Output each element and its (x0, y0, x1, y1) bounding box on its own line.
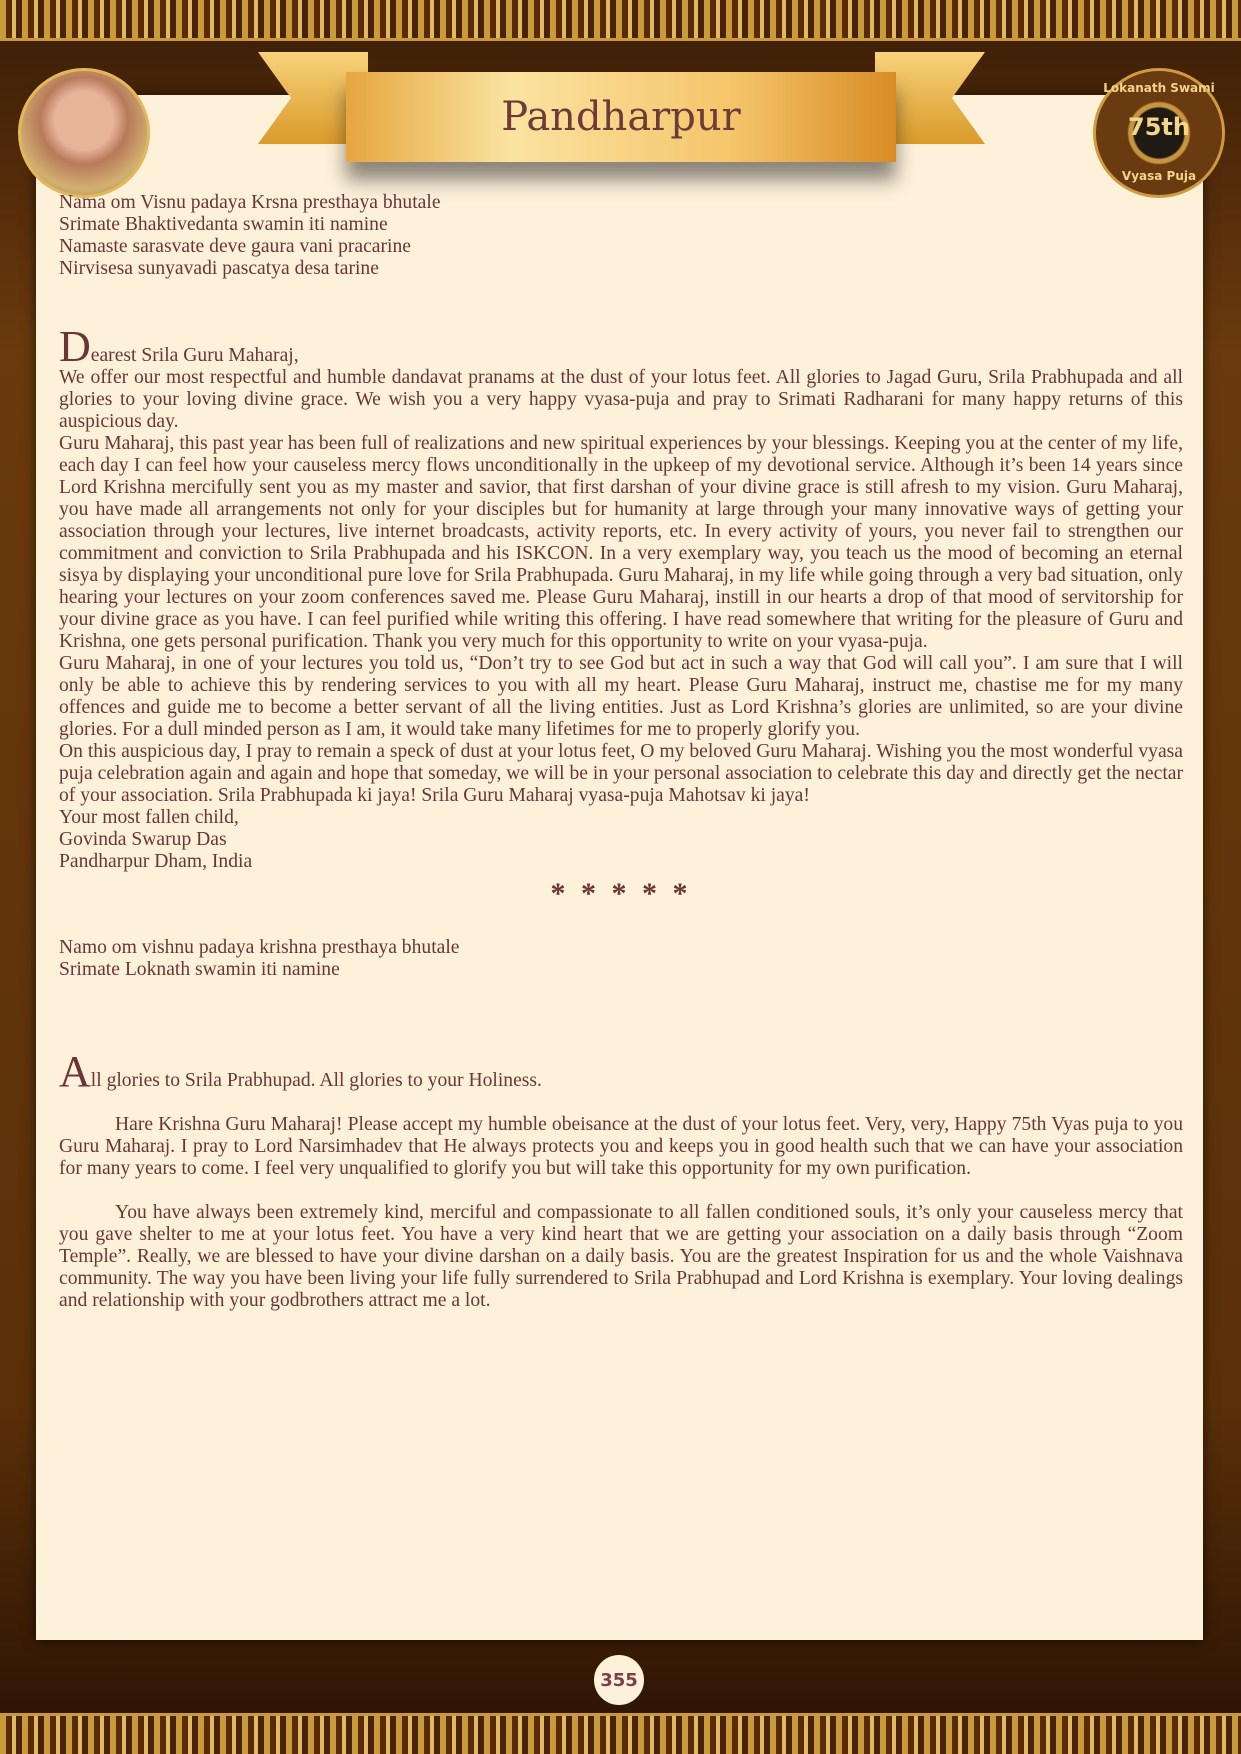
seal-top-text: Lokanath Swami (1103, 81, 1215, 95)
prayer-line: Nirvisesa sunyavadi pascatya desa tarine (59, 258, 379, 279)
vyasa-puja-75-seal-logo (1093, 68, 1225, 198)
seal-bottom-text: Vyasa Puja (1121, 169, 1197, 183)
prayer-line: Nama om Visnu padaya Krsna presthaya bhutale (59, 192, 441, 213)
document-body (59, 192, 1183, 1312)
paragraph: Guru Maharaj, this past year has been full of realizations and new spiritual experiences by your blessings. Keeping you at the center of my life, each day I can feel how your causeless mercy flows unconditionally in the upkeep of my devotional service. Although it’s been 14 years since Lord Krishna mercifully sent you as my master and savior, that first darshan of your divine grace is still afresh to my vision. Guru Maharaj, you have made all arrangements not only for your disciples but for humanity at large through your many innovative ways of getting your association through your lectures, live internet broadcasts, activity reports, etc. In every activity of yours, you never fail to strengthen our commitment and conviction to Srila Prabhupada and his ISKCON. In a very exemplary way, you teach us the mood of becoming an eternal sisya by displaying your unconditional pure love for Srila Prabhupada. Guru Maharaj, in my life while going through a very bad situation, only hearing your lectures on your zoom conferences saved me. Please Guru Maharaj, instill in our hearts a drop of that mood of servitorship for your divine grace as you have. I can feel purified while writing this offering. I have read somewhere that writing for the pleasure of Guru and Krishna, one gets personal purification. Thank you very much for this opportunity to write on your vyasa-puja. (59, 433, 1183, 652)
drop-cap: D (59, 322, 91, 371)
prayer-line: Srimate Bhaktivedanta swamin iti namine (59, 214, 388, 235)
drop-cap: A (59, 1047, 91, 1096)
greeting-text: earest Srila Guru Maharaj, (90, 345, 299, 366)
greeting (59, 1047, 1183, 1096)
signature-line: Pandharpur Dham, India (59, 851, 253, 872)
prayer-line: Srimate Loknath swamin iti namine (59, 959, 340, 980)
prayer-line: Namaste sarasvate deve gaura vani pracarine (59, 236, 411, 257)
signature-line: Your most fallen child, (59, 807, 239, 828)
paragraph: On this auspicious day, I pray to remain a speck of dust at your lotus feet, O my beloved Guru Maharaj. Wishing you the most wonderful vyasa puja celebration again and again and hope that someday, we will be in your personal association to celebrate this day and directly get the nectar of your association. Srila Prabhupada ki jaya! Srila Guru Maharaj vyasa-puja Mahotsav ki jaya! (59, 741, 1183, 806)
greeting (59, 322, 1183, 371)
paragraph: Guru Maharaj, in one of your lectures you told us, “Don’t try to see God but act in such a way that God will call you”. I am sure that I will only be able to achieve this by rendering services to you with all my heart. Please Guru Maharaj, instruct me, chastise me for my many offences and guide me to become a better servant of all the living entities. Just as Lord Krishna’s glories are unlimited, so are your divine glories. For a dull minded person as I am, it would take many lifetimes for me to properly glorify you. (59, 653, 1183, 740)
signature-line: Govinda Swarup Das (59, 829, 227, 850)
greeting-text: ll glories to Srila Prabhupad. All glories to your Holiness. (90, 1070, 542, 1091)
page-title: Pandharpur (501, 94, 741, 140)
guru-portrait (18, 68, 150, 198)
paragraph: We offer our most respectful and humble dandavat pranams at the dust of your lotus feet. All glories to Jagad Guru, Srila Prabhupada and all glories to your loving divine grace. We wish you a very happy vyasa-puja and pray to Srimati Radharani for many happy returns of this auspicious day. (59, 367, 1183, 432)
paragraph: You have always been extremely kind, merciful and compassionate to all fallen conditioned souls, it’s only your causeless mercy that you gave shelter to me at your lotus feet. You have a very kind heart that we are getting your association on a daily basis through “Zoom Temple”. Really, we are blessed to have your divine darshan on a daily basis. You are the greatest Inspiration for us and the whole Vaishnava community. The way you have been living your life fully surrendered to Srila Prabhupad and Lord Krishna is exemplary. Your loving dealings and relationship with your godbrothers attract me a lot. (59, 1202, 1183, 1311)
title-banner (346, 72, 896, 162)
paragraph: Hare Krishna Guru Maharaj! Please accept my humble obeisance at the dust of your lotus feet. Very, very, Happy 75th Vyas puja to you Guru Maharaj. I pray to Lord Narsimhadev that He always protects you and keeps you in good health such that we can have your association for many years to come. I feel very unqualified to glorify you but will take this opportunity for my own purification. (59, 1114, 1183, 1179)
page-number: 355 (594, 1655, 644, 1705)
bottom-ornamental-border (0, 1713, 1241, 1754)
section-separator: * * * * * (550, 877, 692, 910)
top-ornamental-border (0, 0, 1241, 41)
seal-number: 75th (1128, 113, 1190, 141)
prayer-line: Namo om vishnu padaya krishna presthaya bhutale (59, 937, 460, 958)
